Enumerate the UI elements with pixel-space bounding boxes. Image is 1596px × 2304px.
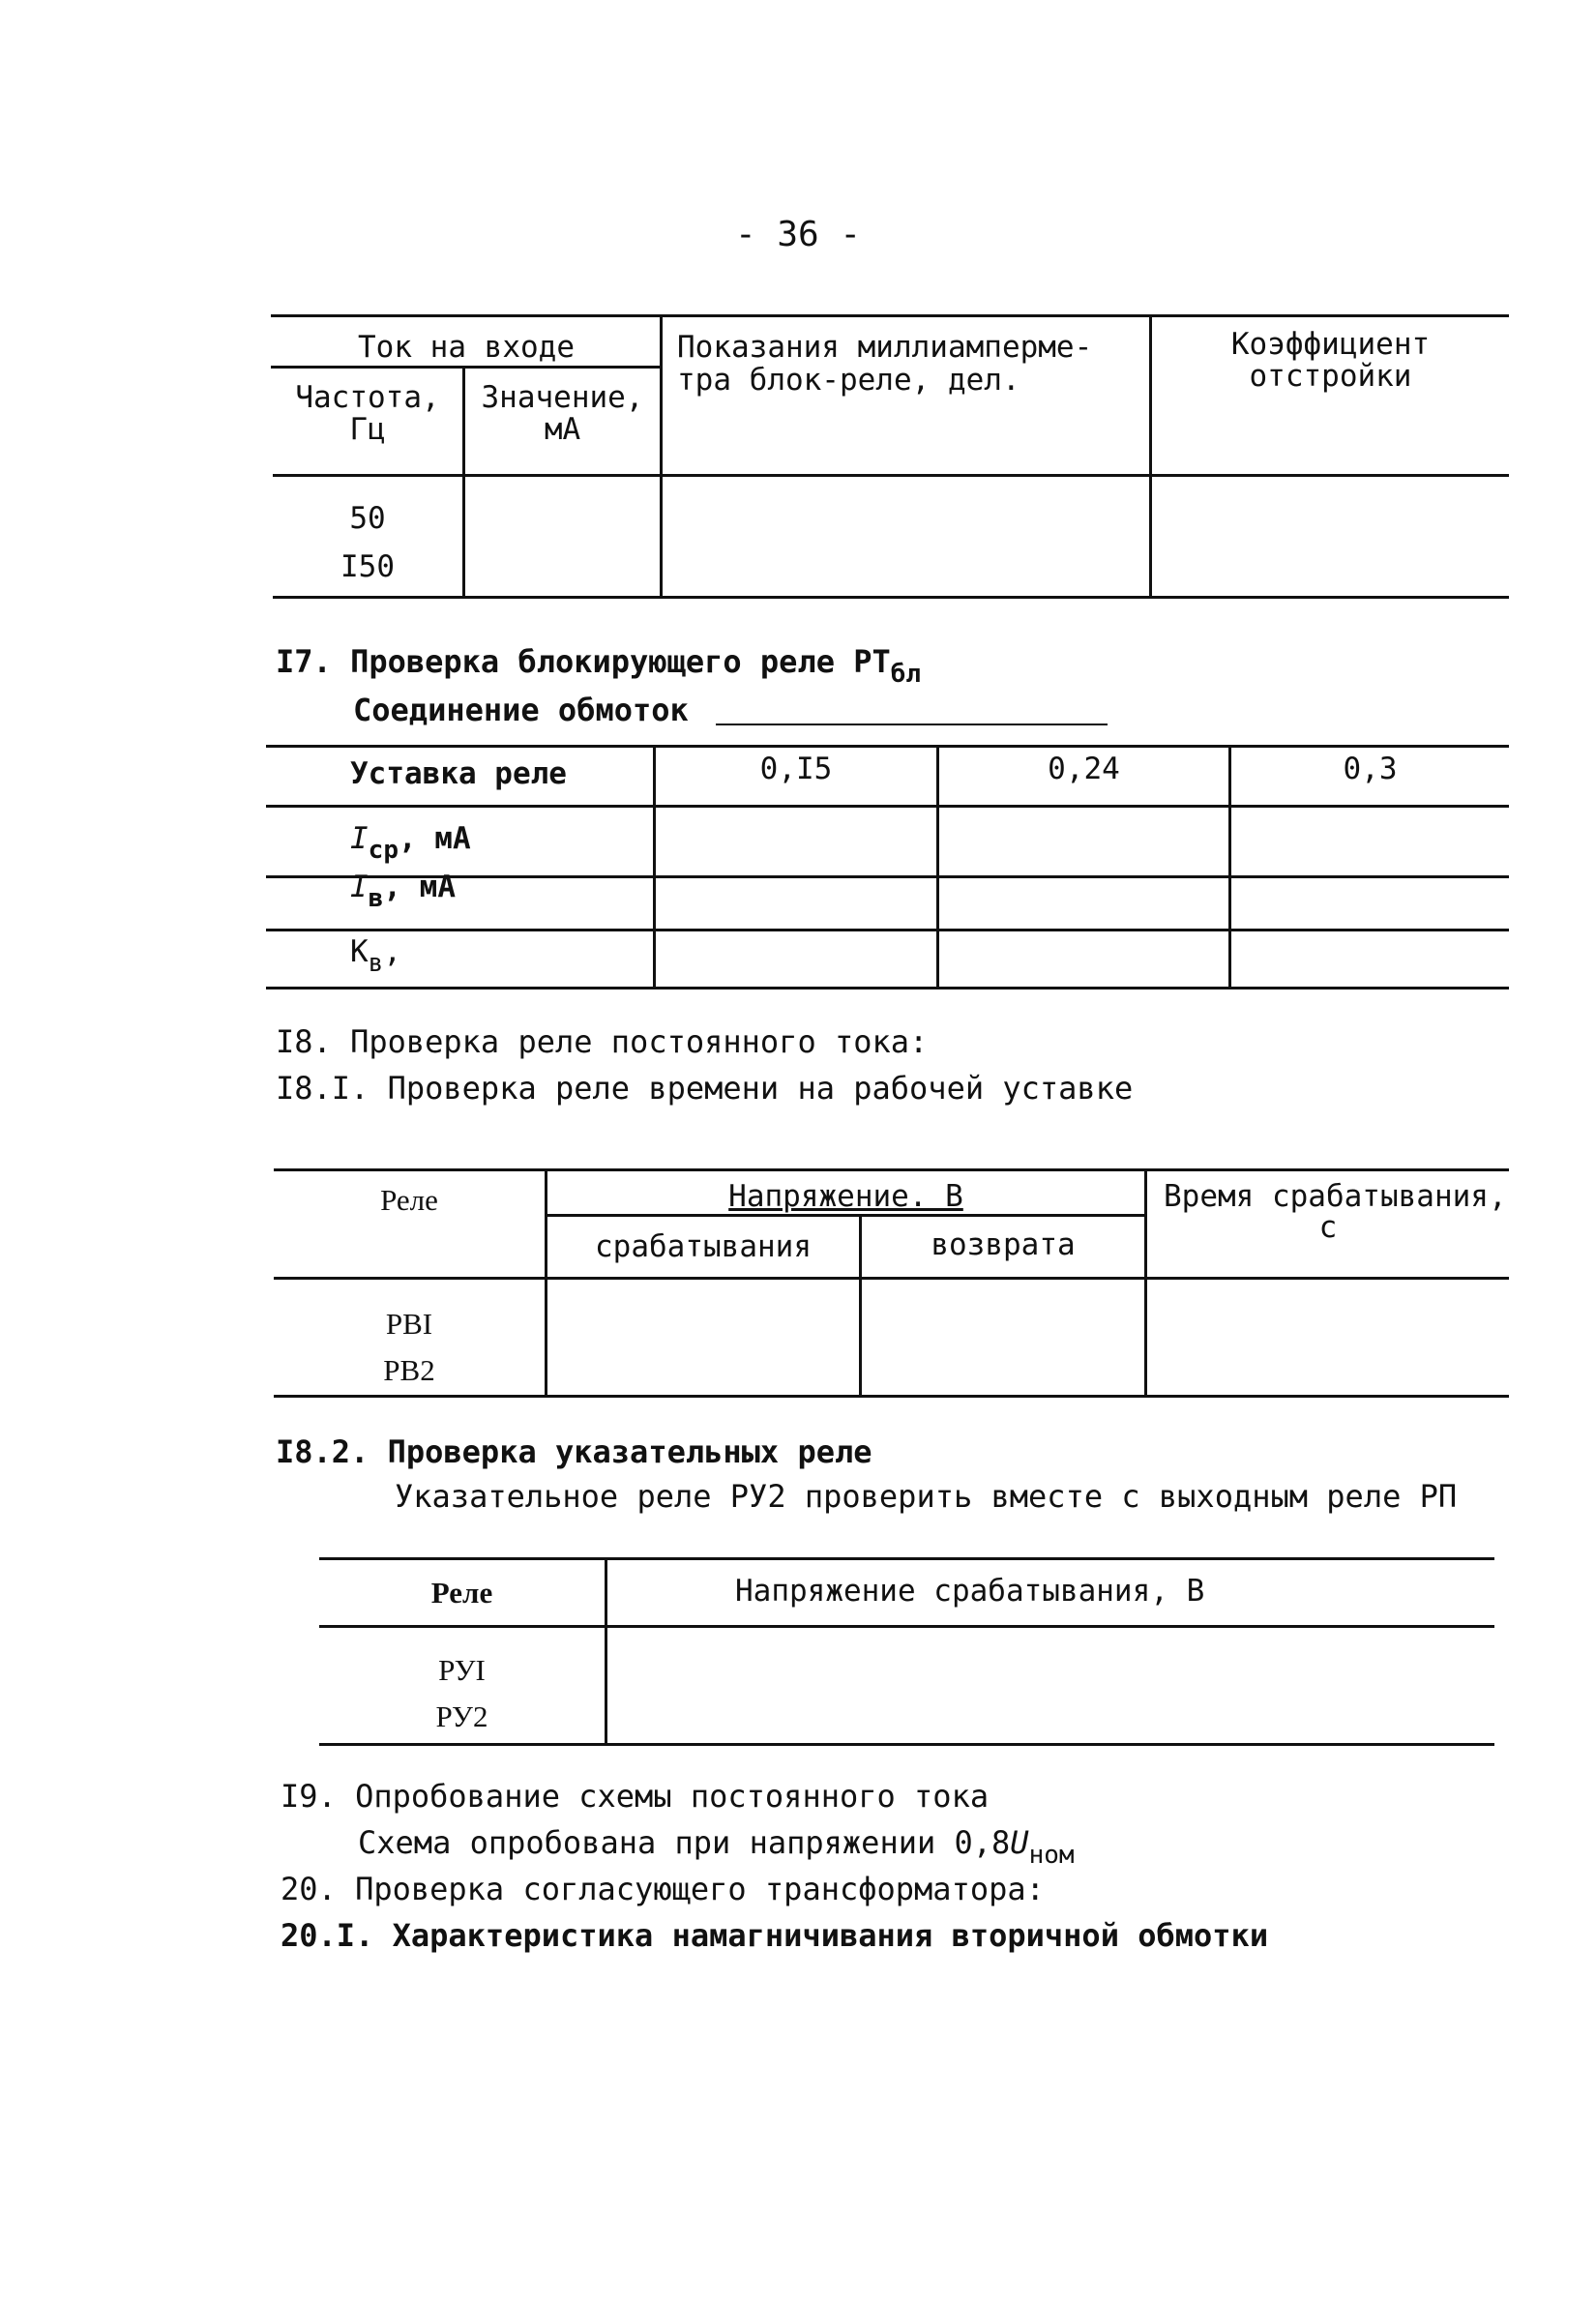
- connection-blank-line: [716, 724, 1108, 725]
- header-operate-voltage: Напряжение срабатывания, В: [735, 1574, 1205, 1609]
- section-18-1-title: I8.I. Проверка реле времени на рабочей уставке: [276, 1070, 1134, 1107]
- setting-value: 0,I5: [759, 752, 833, 786]
- section-20-1-title: 20.I. Характеристика намагничивания вторичной обмотки: [281, 1917, 1269, 1954]
- table-row: РУ2: [435, 1699, 488, 1733]
- section-18-2-note: Указательное реле РУ2 проверить вместе с выходным реле РП: [395, 1478, 1458, 1515]
- header-operate: срабатывания: [595, 1229, 812, 1264]
- header-relay: Реле: [430, 1576, 493, 1610]
- table-row: РВ2: [383, 1353, 435, 1387]
- section-18-title: I8. Проверка реле постоянного тока:: [276, 1023, 929, 1060]
- header-current-input: Ток на входе: [358, 330, 575, 365]
- header-frequency-unit: Гц: [349, 412, 386, 447]
- setting-value: 0,24: [1048, 752, 1120, 786]
- table-row: 50: [349, 501, 386, 536]
- header-time-line1: Время срабатывания,: [1164, 1179, 1507, 1214]
- header-reading-line2: тра блок-реле, дел.: [677, 363, 1020, 398]
- table-row: РУI: [438, 1653, 486, 1687]
- section-19-title: I9. Опробование схемы постоянного тока: [281, 1778, 990, 1815]
- header-return: возврата: [931, 1227, 1076, 1262]
- section-19-line: Схема опробована при напряжении $0,8U_{ном}$: [358, 1824, 1075, 1870]
- header-voltage-group: Напряжение. В: [728, 1179, 963, 1214]
- section-17-title: I7. Проверка блокирующего реле $РТ_{бл}$: [276, 643, 922, 689]
- section-20-title: 20. Проверка согласующего трансформатора:: [281, 1871, 1045, 1907]
- section-17-connection: Соединение обмоток: [353, 692, 689, 728]
- header-reading-line1: Показания миллиампермe-: [677, 330, 1093, 365]
- header-value: Значение,: [481, 380, 644, 415]
- header-time-line2: с: [1318, 1210, 1338, 1245]
- section-18-2-title: I8.2. Проверка указательных реле: [276, 1433, 872, 1470]
- table-row: РВI: [385, 1307, 433, 1341]
- setting-value: 0,3: [1343, 752, 1398, 786]
- header-coefficient-line2: отстройки: [1249, 359, 1412, 394]
- row-label-k-return: $К_в$,: [350, 934, 401, 978]
- header-value-unit: мА: [544, 412, 581, 447]
- row-label-i-operate: $I_{ср}$, мА: [350, 821, 471, 865]
- page-number: - 36 -: [734, 215, 862, 254]
- header-relay-setting: Уставка реле: [350, 756, 567, 791]
- header-relay: Реле: [380, 1183, 438, 1217]
- row-label-i-return: $I_в$, мА: [350, 870, 456, 913]
- header-frequency: Частота,: [295, 380, 440, 415]
- table-row: I50: [340, 549, 395, 584]
- header-coefficient-line1: Коэффициент: [1230, 327, 1431, 362]
